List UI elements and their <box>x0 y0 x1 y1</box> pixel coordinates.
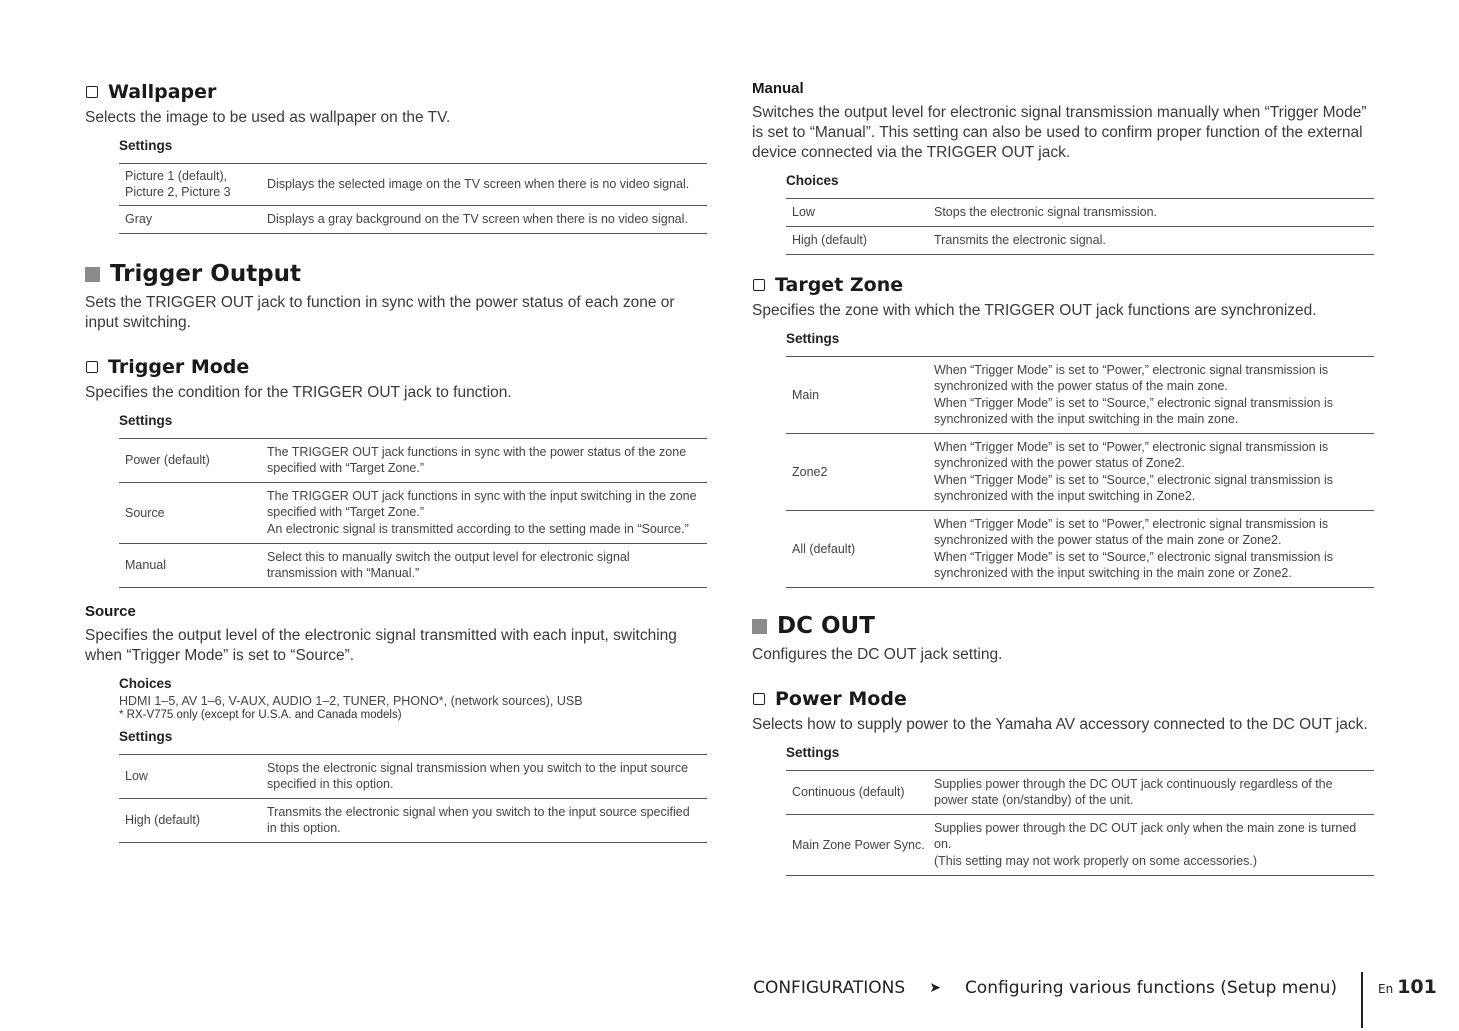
target-zone-description: Specifies the zone with which the TRIGGER OUT jack functions are synchronized. <box>752 302 1317 319</box>
setting-name: All (default) <box>792 541 856 556</box>
setting-description <box>934 775 1374 809</box>
power-mode-settings-table <box>786 770 1374 876</box>
setting-description-text: The TRIGGER OUT jack functions in sync with the power status of the zone specified with “Target Zone.” <box>267 445 687 475</box>
wallpaper-settings-table <box>119 163 707 234</box>
wallpaper-description: Selects the image to be used as wallpaper on the TV. <box>85 109 451 126</box>
trigger-mode-heading: Trigger Mode <box>85 353 707 381</box>
checkbox-square-icon <box>86 86 98 98</box>
setting-name: Power (default) <box>125 453 210 467</box>
setting-description-text: Displays a gray background on the TV screen when there is no video signal. <box>267 212 688 226</box>
setting-description <box>934 231 1374 249</box>
trigger-mode-settings-table <box>119 438 707 588</box>
wallpaper-settings-label: Settings <box>119 138 173 153</box>
page-number <box>1378 976 1437 998</box>
right-column <box>752 78 1374 876</box>
manual-description: Switches the output level for electronic signal transmission manually when “Trigger Mode” is set to “Manual”. This setting can also be used to confirm proper function of the external device connected via the TRIGGER OUT jack. <box>752 104 1367 161</box>
setting-description-text: When “Trigger Mode” is set to “Power,” electronic signal transmission is synchronized with the power status of the main zone or Zone2. <box>934 517 1329 547</box>
setting-name: Source <box>125 505 165 520</box>
source-settings-table <box>119 754 707 843</box>
table-row <box>786 357 1374 434</box>
setting-description <box>267 487 707 538</box>
setting-name: Manual <box>125 558 166 572</box>
setting-name: Main <box>792 387 820 402</box>
target-zone-settings-table <box>786 356 1374 588</box>
checkbox-square-icon <box>753 279 765 291</box>
table-row <box>786 199 1374 227</box>
power-mode-settings-label: Settings <box>786 745 840 760</box>
setting-description-text: Transmits the electronic signal when you switch to the input source specified in this option. <box>267 805 690 835</box>
setting-description <box>267 443 707 477</box>
table-row <box>119 544 707 588</box>
setting-name: High (default) <box>125 813 201 827</box>
setting-description-text: Supplies power through the DC OUT jack only when the main zone is turned on. <box>934 821 1357 851</box>
target-zone-settings-label: Settings <box>786 331 840 346</box>
breadcrumb-section: CONFIGURATIONS <box>753 978 906 998</box>
dc-out-description: Configures the DC OUT jack setting. <box>752 646 1003 663</box>
source-description: Specifies the output level of the electronic signal transmitted with each input, switching when “Trigger Mode” is set to “Source”. <box>85 627 677 664</box>
table-row <box>786 227 1374 255</box>
setting-description-text: Supplies power through the DC OUT jack continuously regardless of the power state (on/standby) of the unit. <box>934 777 1333 807</box>
setting-description-text: When “Trigger Mode” is set to “Source,” electronic signal transmission is synchronized with the input switching in the main zone or Zone2. <box>934 550 1333 580</box>
table-row <box>119 483 707 544</box>
trigger-output-heading: Trigger Output <box>85 258 707 290</box>
setting-description-text: Displays the selected image on the TV screen when there is no video signal. <box>267 177 690 191</box>
trigger-mode-description: Specifies the condition for the TRIGGER OUT jack to function. <box>85 384 512 401</box>
checkbox-square-icon <box>753 693 765 705</box>
checkbox-square-icon <box>86 361 98 373</box>
setting-description <box>267 548 707 582</box>
setting-description-text: (This setting may not work properly on some accessories.) <box>934 854 1258 868</box>
setting-description <box>267 175 707 193</box>
table-row <box>119 439 707 483</box>
setting-description <box>934 515 1374 582</box>
setting-description-text: When “Trigger Mode” is set to “Source,” electronic signal transmission is synchronized with the input switching in the main zone. <box>934 396 1333 426</box>
setting-name: Low <box>125 769 148 783</box>
table-row <box>786 511 1374 588</box>
manual-choices-label: Choices <box>786 173 839 188</box>
source-footnote: * RX-V775 only (except for U.S.A. and Canada models) <box>119 709 402 721</box>
source-settings-label: Settings <box>119 729 173 744</box>
setting-description <box>267 210 707 228</box>
table-row <box>786 434 1374 511</box>
setting-description-text: When “Trigger Mode” is set to “Power,” electronic signal transmission is synchronized with the power status of the main zone. <box>934 363 1329 393</box>
setting-name: Zone2 <box>792 464 828 479</box>
setting-name: Main Zone Power Sync. <box>792 837 925 852</box>
setting-name: Gray <box>125 212 153 226</box>
footer-divider <box>1361 972 1363 1028</box>
setting-description <box>934 361 1374 428</box>
page-number-value: 101 <box>1397 976 1437 998</box>
setting-description-text: An electronic signal is transmitted according to the setting made in “Source.” <box>267 522 689 536</box>
trigger-mode-settings-label: Settings <box>119 413 173 428</box>
setting-description-text: Stops the electronic signal transmission. <box>934 205 1158 219</box>
table-row <box>786 771 1374 815</box>
manual-heading: Manual <box>752 80 804 97</box>
page-footer <box>0 972 1459 1012</box>
breadcrumb-subsection: Configuring various functions (Setup menu) <box>964 978 1337 998</box>
setting-description-text: Transmits the electronic signal. <box>934 233 1106 247</box>
setting-description <box>267 803 707 837</box>
trigger-output-description: Sets the TRIGGER OUT jack to function in sync with the power status of each zone or input switching. <box>85 294 675 331</box>
setting-description-text: When “Trigger Mode” is set to “Source,” electronic signal transmission is synchronized with the input switching in Zone2. <box>934 473 1333 503</box>
section-square-icon <box>85 267 100 282</box>
wallpaper-heading: Wallpaper <box>85 78 707 106</box>
source-heading: Source <box>85 603 136 620</box>
setting-description <box>934 203 1374 221</box>
power-mode-heading: Power Mode <box>752 685 1374 713</box>
setting-name: Picture 1 (default), Picture 2, Picture 3 <box>125 169 231 199</box>
setting-name: Continuous (default) <box>792 785 905 799</box>
setting-description-text: When “Trigger Mode” is set to “Power,” electronic signal transmission is synchronized with the power status of Zone2. <box>934 440 1329 470</box>
setting-name: Low <box>792 205 815 219</box>
manual-choices-table <box>786 198 1374 255</box>
dc-out-heading: DC OUT <box>752 610 1374 642</box>
breadcrumb <box>753 978 1337 998</box>
setting-description-text: Stops the electronic signal transmission when you switch to the input source specified in this option. <box>267 761 689 791</box>
source-choices: HDMI 1–5, AV 1–6, V-AUX, AUDIO 1–2, TUNER, PHONO*, (network sources), USB <box>119 694 583 708</box>
arrow-right-icon: ➤ <box>929 980 941 996</box>
table-row <box>119 206 707 234</box>
setting-description-text: The TRIGGER OUT jack functions in sync with the input switching in the zone specified with “Target Zone.” <box>267 489 697 519</box>
table-row <box>119 755 707 799</box>
language-code: En <box>1378 982 1394 996</box>
power-mode-description: Selects how to supply power to the Yamaha AV accessory connected to the DC OUT jack. <box>752 716 1368 733</box>
left-column <box>85 78 707 843</box>
section-square-icon <box>752 619 767 634</box>
table-row <box>119 799 707 843</box>
table-row <box>786 815 1374 876</box>
target-zone-heading: Target Zone <box>752 271 1374 299</box>
setting-description <box>267 759 707 793</box>
setting-description <box>934 438 1374 505</box>
setting-name: High (default) <box>792 233 868 247</box>
source-choices-label: Choices <box>119 676 172 691</box>
setting-description-text: Select this to manually switch the output level for electronic signal transmission with “Manual.” <box>267 550 630 580</box>
table-row <box>119 164 707 206</box>
setting-description <box>934 819 1374 870</box>
